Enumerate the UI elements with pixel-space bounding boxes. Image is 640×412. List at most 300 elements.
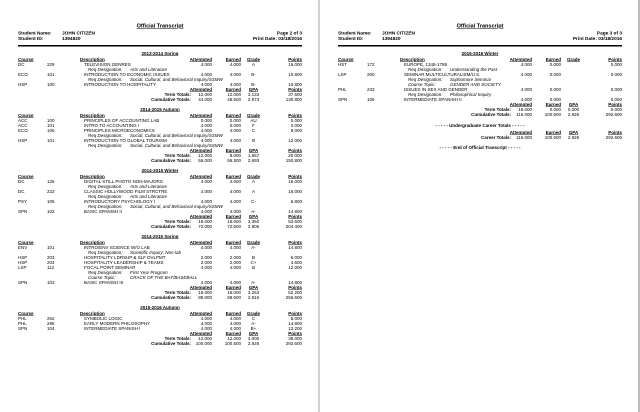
grade-column-header-text: Grade <box>246 240 260 245</box>
transcript-title-text: Official Transcript <box>456 23 504 29</box>
totals-points-header-text: Points <box>288 214 302 219</box>
page-header <box>338 31 622 42</box>
course-attempted: 4.000 <box>200 72 212 77</box>
term-section <box>18 305 302 346</box>
course-description: INTRODUCTION TO ECONOMIC ISSUES <box>84 72 170 77</box>
career-totals-row-earned: 100.500 <box>544 135 561 140</box>
course-description: PRINCIPLES MICROECONOMICS <box>84 128 155 133</box>
student-name-value: JOHN CITIZEN <box>62 30 95 36</box>
course-earned: 4.000 <box>229 128 241 133</box>
course-code: LSP <box>338 72 347 77</box>
totals-earned-header-text: Earned <box>545 102 561 107</box>
course-earned: 0.000 <box>229 118 241 123</box>
course-grade: C+ <box>250 260 257 265</box>
course-points: 16.000 <box>288 62 302 67</box>
course-code: HSP <box>18 260 28 265</box>
totals-earned-header-text: Earned <box>225 148 241 153</box>
header-rule <box>18 45 302 47</box>
course-description: BASIC SPANISH III <box>84 280 124 285</box>
course-code: PHL <box>18 316 27 321</box>
term-totals-row-points: 0.000 <box>610 107 622 112</box>
course-grade: B- <box>251 72 256 77</box>
course-number: 101 <box>47 138 55 143</box>
term-totals-row-points: 52.200 <box>288 290 302 295</box>
course-attempted: 4.000 <box>200 321 212 326</box>
cumulative-totals-row <box>18 295 302 300</box>
term-totals-row-gpa: 3.133 <box>247 92 260 97</box>
course-grade: F <box>252 123 255 128</box>
course-grade: C <box>251 128 256 133</box>
course-number: 222 <box>47 189 55 194</box>
cumulative-totals-row <box>18 224 302 229</box>
course-number: 172 <box>367 62 375 67</box>
attempted-column-header-text: Attempted <box>189 113 212 118</box>
course-earned: 4.000 <box>229 189 241 194</box>
course-grade: A- <box>251 245 256 250</box>
term-totals-row-attempted: 12.000 <box>198 92 212 97</box>
course-number: 103 <box>47 280 55 285</box>
totals-points-header-text: Points <box>288 148 302 153</box>
points-column-header-text: Points <box>288 113 302 118</box>
earned-column-header-text: Earned <box>225 240 241 245</box>
course-points: 12.000 <box>288 138 302 143</box>
transcript-page-2 <box>0 0 318 412</box>
course-attempted: 4.000 <box>200 326 212 331</box>
cumulative-totals-row-label: Cumulative Totals: <box>151 158 191 163</box>
term-heading-text: 2015-2016 Winter <box>461 51 499 56</box>
cumulative-totals-row-gpa: 2.926 <box>567 112 580 117</box>
description-column-header-text: Description <box>400 57 425 62</box>
cumulative-totals-row-gpa: 2.916 <box>247 295 260 300</box>
totals-attempted-header-text: Attempted <box>509 102 532 107</box>
term-totals-row-label: Term Totals: <box>484 107 511 112</box>
term-totals-row-gpa: 1.667 <box>247 153 260 158</box>
req-designation-row-value: Social, Cultural, and Behavioral Inquiry/SSMW <box>130 133 223 138</box>
term-totals-row-gpa: 3.263 <box>247 290 260 295</box>
course-points: 0.000 <box>290 123 302 128</box>
course-code: HST <box>338 62 347 67</box>
student-name-label: Student Name: <box>338 30 372 36</box>
course-earned: 2.000 <box>229 260 241 265</box>
course-description: INTRO/ENV SCIENCE W/O LAB <box>84 245 150 250</box>
earned-column-header-text: Earned <box>225 57 241 62</box>
course-number: 101 <box>47 123 55 128</box>
course-number: 105 <box>47 199 55 204</box>
term-section <box>18 234 302 300</box>
req-designation-row-value: Arts and Literature <box>130 194 168 199</box>
course-points: 6.000 <box>290 255 302 260</box>
cumulative-totals-row-earned: 100.500 <box>544 112 561 117</box>
course-number: 296 <box>47 321 55 326</box>
course-description: EUROPE, 1346-1789 <box>404 62 448 67</box>
cumulative-totals-row-gpa: 2.926 <box>247 341 260 346</box>
course-description: EARLY MODERN PHILOSOPHY <box>84 321 151 326</box>
course-description: HOSPITALITY LEADERSHIP & TEAMS <box>84 260 164 265</box>
course-description: INTERMEDIATE SPANISH II <box>404 97 462 102</box>
student-id-row <box>18 36 95 42</box>
course-description: BASIC SPANISH II <box>84 209 122 214</box>
totals-points-header-text: Points <box>288 331 302 336</box>
course-points: 4.600 <box>290 260 302 265</box>
term-totals-row-earned: 8.000 <box>229 153 241 158</box>
course-attempted: 4.000 <box>200 123 212 128</box>
cumulative-totals-row-earned: 72.500 <box>227 224 241 229</box>
totals-attempted-header-text: Attempted <box>189 87 212 92</box>
course-earned: 4.000 <box>229 321 241 326</box>
req-designation-row-label: Req Designation: <box>88 194 123 199</box>
term-heading <box>18 107 302 113</box>
course-earned: 4.000 <box>229 245 241 250</box>
req-designation-row-value: Social, Cultural, and Behavioral Inquiry/SSMW <box>130 77 223 82</box>
course-points: 12.000 <box>288 265 302 270</box>
course-grade: B <box>251 138 255 143</box>
career-totals-row-gpa: 2.926 <box>567 135 580 140</box>
term-totals-row-earned: 12.000 <box>227 92 241 97</box>
student-id-label: Student ID: <box>338 36 364 42</box>
course-attempted: 4.000 <box>200 179 212 184</box>
totals-gpa-header-text: GPA <box>248 87 259 92</box>
course-column-header-text: Course <box>18 311 34 316</box>
course-attempted: 4.000 <box>520 87 532 92</box>
course-code: DC <box>18 179 25 184</box>
req-designation-row-label: Req Designation: <box>88 204 123 209</box>
course-points: 14.800 <box>288 280 302 285</box>
career-totals-row-points: 292.600 <box>605 135 622 140</box>
course-attempted: 2.000 <box>200 255 212 260</box>
course-number: 105 <box>367 97 375 102</box>
course-code: ECO <box>18 72 28 77</box>
course-attempted: 4.000 <box>200 265 212 270</box>
totals-gpa-header-text: GPA <box>248 331 259 336</box>
term-totals-row-points: 53.600 <box>288 219 302 224</box>
term-totals-row-attempted: 12.000 <box>198 336 212 341</box>
cumulative-totals-row-points: 292.600 <box>605 112 622 117</box>
course-code: SPN <box>18 209 28 214</box>
points-column-header-text: Points <box>288 240 302 245</box>
totals-earned-header-text: Earned <box>225 87 241 92</box>
cumulative-totals-row-label: Cumulative Totals: <box>151 341 191 346</box>
term-heading <box>18 234 302 240</box>
course-topic-row-label: Course Topic: <box>408 82 436 87</box>
course-number: 100 <box>47 82 55 87</box>
course-column-header-text: Course <box>18 113 34 118</box>
course-attempted: 4.000 <box>200 128 212 133</box>
earned-column-header-text: Earned <box>545 57 561 62</box>
course-description: CLASSIC HOLLYWOOD FILM STRCTRE <box>84 189 168 194</box>
term-totals-row-label: Term Totals: <box>164 219 191 224</box>
cumulative-totals-row-attempted: 100.000 <box>195 341 212 346</box>
grade-column-header-text: Grade <box>246 113 260 118</box>
req-designation-row-value: Social, Cultural, and Behavioral Inquiry/SSMW <box>130 143 223 148</box>
points-column-header-text: Points <box>288 174 302 179</box>
totals-attempted-header-text: Attempted <box>189 214 212 219</box>
cumulative-totals-row-label: Cumulative Totals: <box>151 97 191 102</box>
req-designation-row-label: Req Designation: <box>88 270 123 275</box>
req-designation-row-label: Req Designation: <box>88 250 123 255</box>
page-header <box>18 31 302 42</box>
totals-earned-header-text: Earned <box>225 285 241 290</box>
grade-column-header-text: Grade <box>246 311 260 316</box>
course-earned: 4.000 <box>229 280 241 285</box>
course-code: ENV <box>18 245 28 250</box>
req-designation-row-value: Philosophical Inquiry <box>450 92 492 97</box>
req-designation-row-value: Social, Cultural, and Behavioral Inquiry/SSMW <box>130 204 223 209</box>
cumulative-totals-row-attempted: 44.000 <box>198 97 212 102</box>
term-totals-row-gpa: 3.350 <box>247 219 260 224</box>
course-earned: 4.000 <box>229 199 241 204</box>
attempted-column-header-text: Attempted <box>189 57 212 62</box>
cumulative-totals-row-points: 150.800 <box>285 158 302 163</box>
course-description: INTRODUCTORY PSYCHOLOGY I <box>84 199 156 204</box>
course-earned: 0.000 <box>549 72 561 77</box>
req-designation-row-value: First Year Program <box>130 270 168 275</box>
course-topic-row-value: CRACK OF THE BAT/BASEBALL <box>130 275 198 280</box>
cumulative-totals-row-label: Cumulative Totals: <box>151 224 191 229</box>
course-points: 14.800 <box>288 245 302 250</box>
page-3-content <box>320 0 638 412</box>
student-name-label: Student Name: <box>18 30 52 36</box>
earned-column-header-text: Earned <box>225 113 241 118</box>
course-grade: AU <box>250 118 257 123</box>
attempted-column-header-text: Attempted <box>189 174 212 179</box>
req-designation-row-value: Sophomore Seminar <box>450 77 492 82</box>
career-totals-row <box>338 135 622 140</box>
description-column-header-text: Description <box>80 57 105 62</box>
course-column-header-text: Course <box>338 57 354 62</box>
req-designation-row-value: Arts and Literature <box>130 184 168 189</box>
course-code: PHL <box>338 87 347 92</box>
career-totals-row-attempted: 116.000 <box>516 135 532 140</box>
course-attempted: 2.000 <box>200 260 212 265</box>
totals-gpa-header-text: GPA <box>248 148 259 153</box>
course-code: ACC <box>18 118 28 123</box>
req-designation-row-label: Req Designation: <box>408 77 443 82</box>
cumulative-totals-row-points: 292.600 <box>285 341 302 346</box>
totals-attempted-header-text: Attempted <box>189 331 212 336</box>
course-points: 0.000 <box>610 62 622 67</box>
course-grade: C <box>251 316 256 321</box>
page-number: Page 3 of 3 <box>596 30 622 36</box>
course-earned: 0.000 <box>229 123 241 128</box>
earned-column-header-text: Earned <box>225 311 241 316</box>
student-id-label: Student ID: <box>18 36 44 42</box>
earned-column-header-text: Earned <box>225 174 241 179</box>
course-grade: A- <box>251 280 256 285</box>
term-totals-row-points: 37.600 <box>288 92 302 97</box>
req-designation-row-label: Req Designation: <box>88 67 123 72</box>
term-totals-row-gpa: 0.000 <box>567 107 580 112</box>
course-description: DIGITAL STILL PHOTO NON-MAJORS <box>84 179 163 184</box>
req-designation-row-value: Arts and Literature <box>130 67 168 72</box>
term-totals-row-label: Term Totals: <box>164 92 191 97</box>
course-description: FOCAL POINT SEMINAR <box>84 265 136 270</box>
course-attempted: 4.000 <box>200 199 212 204</box>
totals-attempted-header-text: Attempted <box>189 285 212 290</box>
course-attempted: 4.000 <box>200 316 212 321</box>
totals-gpa-header-text: GPA <box>568 102 579 107</box>
course-attempted: 0.000 <box>200 118 212 123</box>
course-grade: A <box>251 179 255 184</box>
term-totals-row-label: Term Totals: <box>164 290 191 295</box>
term-section <box>338 51 622 117</box>
course-earned: 4.000 <box>229 138 241 143</box>
course-code: PHL <box>18 321 27 326</box>
course-earned: 2.000 <box>229 255 241 260</box>
student-name-value: JOHN CITIZEN <box>382 30 415 36</box>
cumulative-totals-row-gpa: 2.973 <box>247 97 260 102</box>
student-info <box>338 31 415 42</box>
course-earned: 4.000 <box>229 326 241 331</box>
description-column-header-text: Description <box>80 311 105 316</box>
attempted-column-header-text: Attempted <box>189 311 212 316</box>
print-date: Print Date: 03/18/2016 <box>572 36 622 42</box>
course-code: HSP <box>18 82 28 87</box>
page-2-content <box>0 0 318 412</box>
course-number: 102 <box>47 209 55 214</box>
course-earned: 0.000 <box>549 62 561 67</box>
course-description: ISSUES IN SEX AND GENDER <box>404 87 468 92</box>
course-description: SYMBOLIC LOGIC <box>84 316 123 321</box>
term-section <box>18 51 302 102</box>
attempted-column-header-text: Attempted <box>189 240 212 245</box>
course-points: 16.000 <box>288 189 302 194</box>
term-totals-row-earned: 0.000 <box>549 107 561 112</box>
course-description: INTRODUCTION TO HOSPITALITY <box>84 82 157 87</box>
course-attempted: 4.000 <box>200 82 212 87</box>
term-section <box>18 107 302 163</box>
course-topic-row-value: GENDER AND SOCIETY <box>450 82 501 87</box>
grade-column-header-text: Grade <box>246 57 260 62</box>
totals-points-header-text: Points <box>288 285 302 290</box>
course-attempted: 4.000 <box>200 245 212 250</box>
course-number: 262 <box>47 316 55 321</box>
grade-column-header-text: Grade <box>246 174 260 179</box>
course-points: 8.000 <box>290 316 302 321</box>
req-designation-row-label: Req Designation: <box>408 67 443 72</box>
career-totals-row-label: Career Totals: <box>481 135 511 140</box>
term-totals-row-attempted: 16.000 <box>198 290 212 295</box>
totals-points-header-text: Points <box>288 87 302 92</box>
transcript-title <box>338 23 622 29</box>
course-number: 105 <box>47 128 55 133</box>
grade-column-header-text: Grade <box>566 57 580 62</box>
description-column-header-text: Description <box>80 113 105 118</box>
term-heading-text: 2014-2015 Winter <box>141 168 179 173</box>
cumulative-totals-row-earned: 56.500 <box>227 158 241 163</box>
totals-gpa-header-text: GPA <box>248 285 259 290</box>
term-heading-text: 2014-2015 Spring <box>141 234 179 239</box>
course-description: SEMINAR:MULTICULTURALISM/U.S. <box>404 72 481 77</box>
course-earned: 0.000 <box>549 87 561 92</box>
req-designation-row-label: Req Designation: <box>408 92 443 97</box>
transcript-title <box>18 23 302 29</box>
cumulative-totals-row-earned: 48.500 <box>227 97 241 102</box>
course-number: 233 <box>367 87 375 92</box>
course-code: ACC <box>18 123 28 128</box>
course-grade: A- <box>251 321 256 326</box>
course-description: PRINCIPLES OF ACCOUNTING LAB <box>84 118 160 123</box>
page-meta <box>573 31 622 42</box>
course-number: 229 <box>47 62 55 67</box>
course-column-header-text: Course <box>18 57 34 62</box>
points-column-header-text: Points <box>288 311 302 316</box>
course-points: 10.800 <box>288 82 302 87</box>
cumulative-totals-row-attempted: 72.000 <box>198 224 212 229</box>
course-code: ECO <box>18 128 28 133</box>
course-description: INTRODUCTION TO GLOBAL TOURISM <box>84 138 167 143</box>
totals-points-header-text: Points <box>608 130 622 135</box>
course-number: 101 <box>47 245 55 250</box>
course-number: 203 <box>47 255 55 260</box>
cumulative-totals-row-earned: 100.500 <box>224 341 241 346</box>
course-description: INTERMEDIATE SPANISH I <box>84 326 141 331</box>
course-earned: 4.000 <box>229 82 241 87</box>
course-grade: B <box>251 255 255 260</box>
course-code: LSP <box>18 265 27 270</box>
course-code: SPN <box>18 326 28 331</box>
course-description: HOSPITALITY LDRSHP & SLF DVLPMT <box>84 255 166 260</box>
term-totals-row-earned: 12.000 <box>227 336 241 341</box>
term-heading-text: 2015-2016 Autumn <box>140 305 180 310</box>
term-heading <box>18 51 302 57</box>
cumulative-totals-row-points: 256.600 <box>285 295 302 300</box>
course-earned: 4.000 <box>229 62 241 67</box>
totals-points-header-text: Points <box>608 102 622 107</box>
totals-gpa-header-text: GPA <box>568 130 579 135</box>
student-id-value: 1394820 <box>62 36 81 42</box>
term-heading <box>18 305 302 311</box>
course-grade: A- <box>251 209 256 214</box>
course-number: 126 <box>47 179 55 184</box>
course-grade: B+ <box>250 326 257 331</box>
cumulative-totals-row <box>18 158 302 163</box>
cumulative-totals-row-label: Cumulative Totals: <box>151 295 191 300</box>
course-earned: 4.000 <box>229 209 241 214</box>
student-id-row <box>338 36 415 42</box>
cumulative-totals-row <box>18 341 302 346</box>
page-meta <box>253 31 302 42</box>
term-heading <box>338 51 622 57</box>
term-heading-text: 2013-2014 Spring <box>141 51 179 56</box>
course-number: 101 <box>47 72 55 77</box>
cumulative-totals-row-attempted: 56.000 <box>198 158 212 163</box>
course-points: 14.800 <box>288 321 302 326</box>
req-designation-row-value: Scientific Inquiry: Non-lab <box>130 250 182 255</box>
totals-earned-header-text: Earned <box>225 331 241 336</box>
course-points: 16.000 <box>288 179 302 184</box>
course-column-header-text: Course <box>18 240 34 245</box>
course-column-header-text: Course <box>18 174 34 179</box>
course-grade: B <box>251 265 255 270</box>
course-earned: 0.000 <box>549 97 561 102</box>
course-code: DC <box>18 62 25 67</box>
req-designation-row-label: Req Designation: <box>88 184 123 189</box>
cumulative-totals-row-gpa: 2.693 <box>247 158 260 163</box>
req-designation-row-label: Req Designation: <box>88 133 123 138</box>
cumulative-totals-row-earned: 88.500 <box>227 295 241 300</box>
course-grade: B- <box>251 82 256 87</box>
term-heading <box>18 168 302 174</box>
print-date: Print Date: 03/18/2016 <box>252 36 302 42</box>
transcript-page-3 <box>320 0 638 412</box>
term-totals-row-gpa: 3.000 <box>247 336 260 341</box>
course-grade: C- <box>251 199 256 204</box>
description-column-header-text: Description <box>80 174 105 179</box>
course-description: INTRO TO ACCOUNTING I <box>84 123 140 128</box>
student-info <box>18 31 95 42</box>
term-totals-row-points: 36.000 <box>288 336 302 341</box>
course-code: HSP <box>18 255 28 260</box>
